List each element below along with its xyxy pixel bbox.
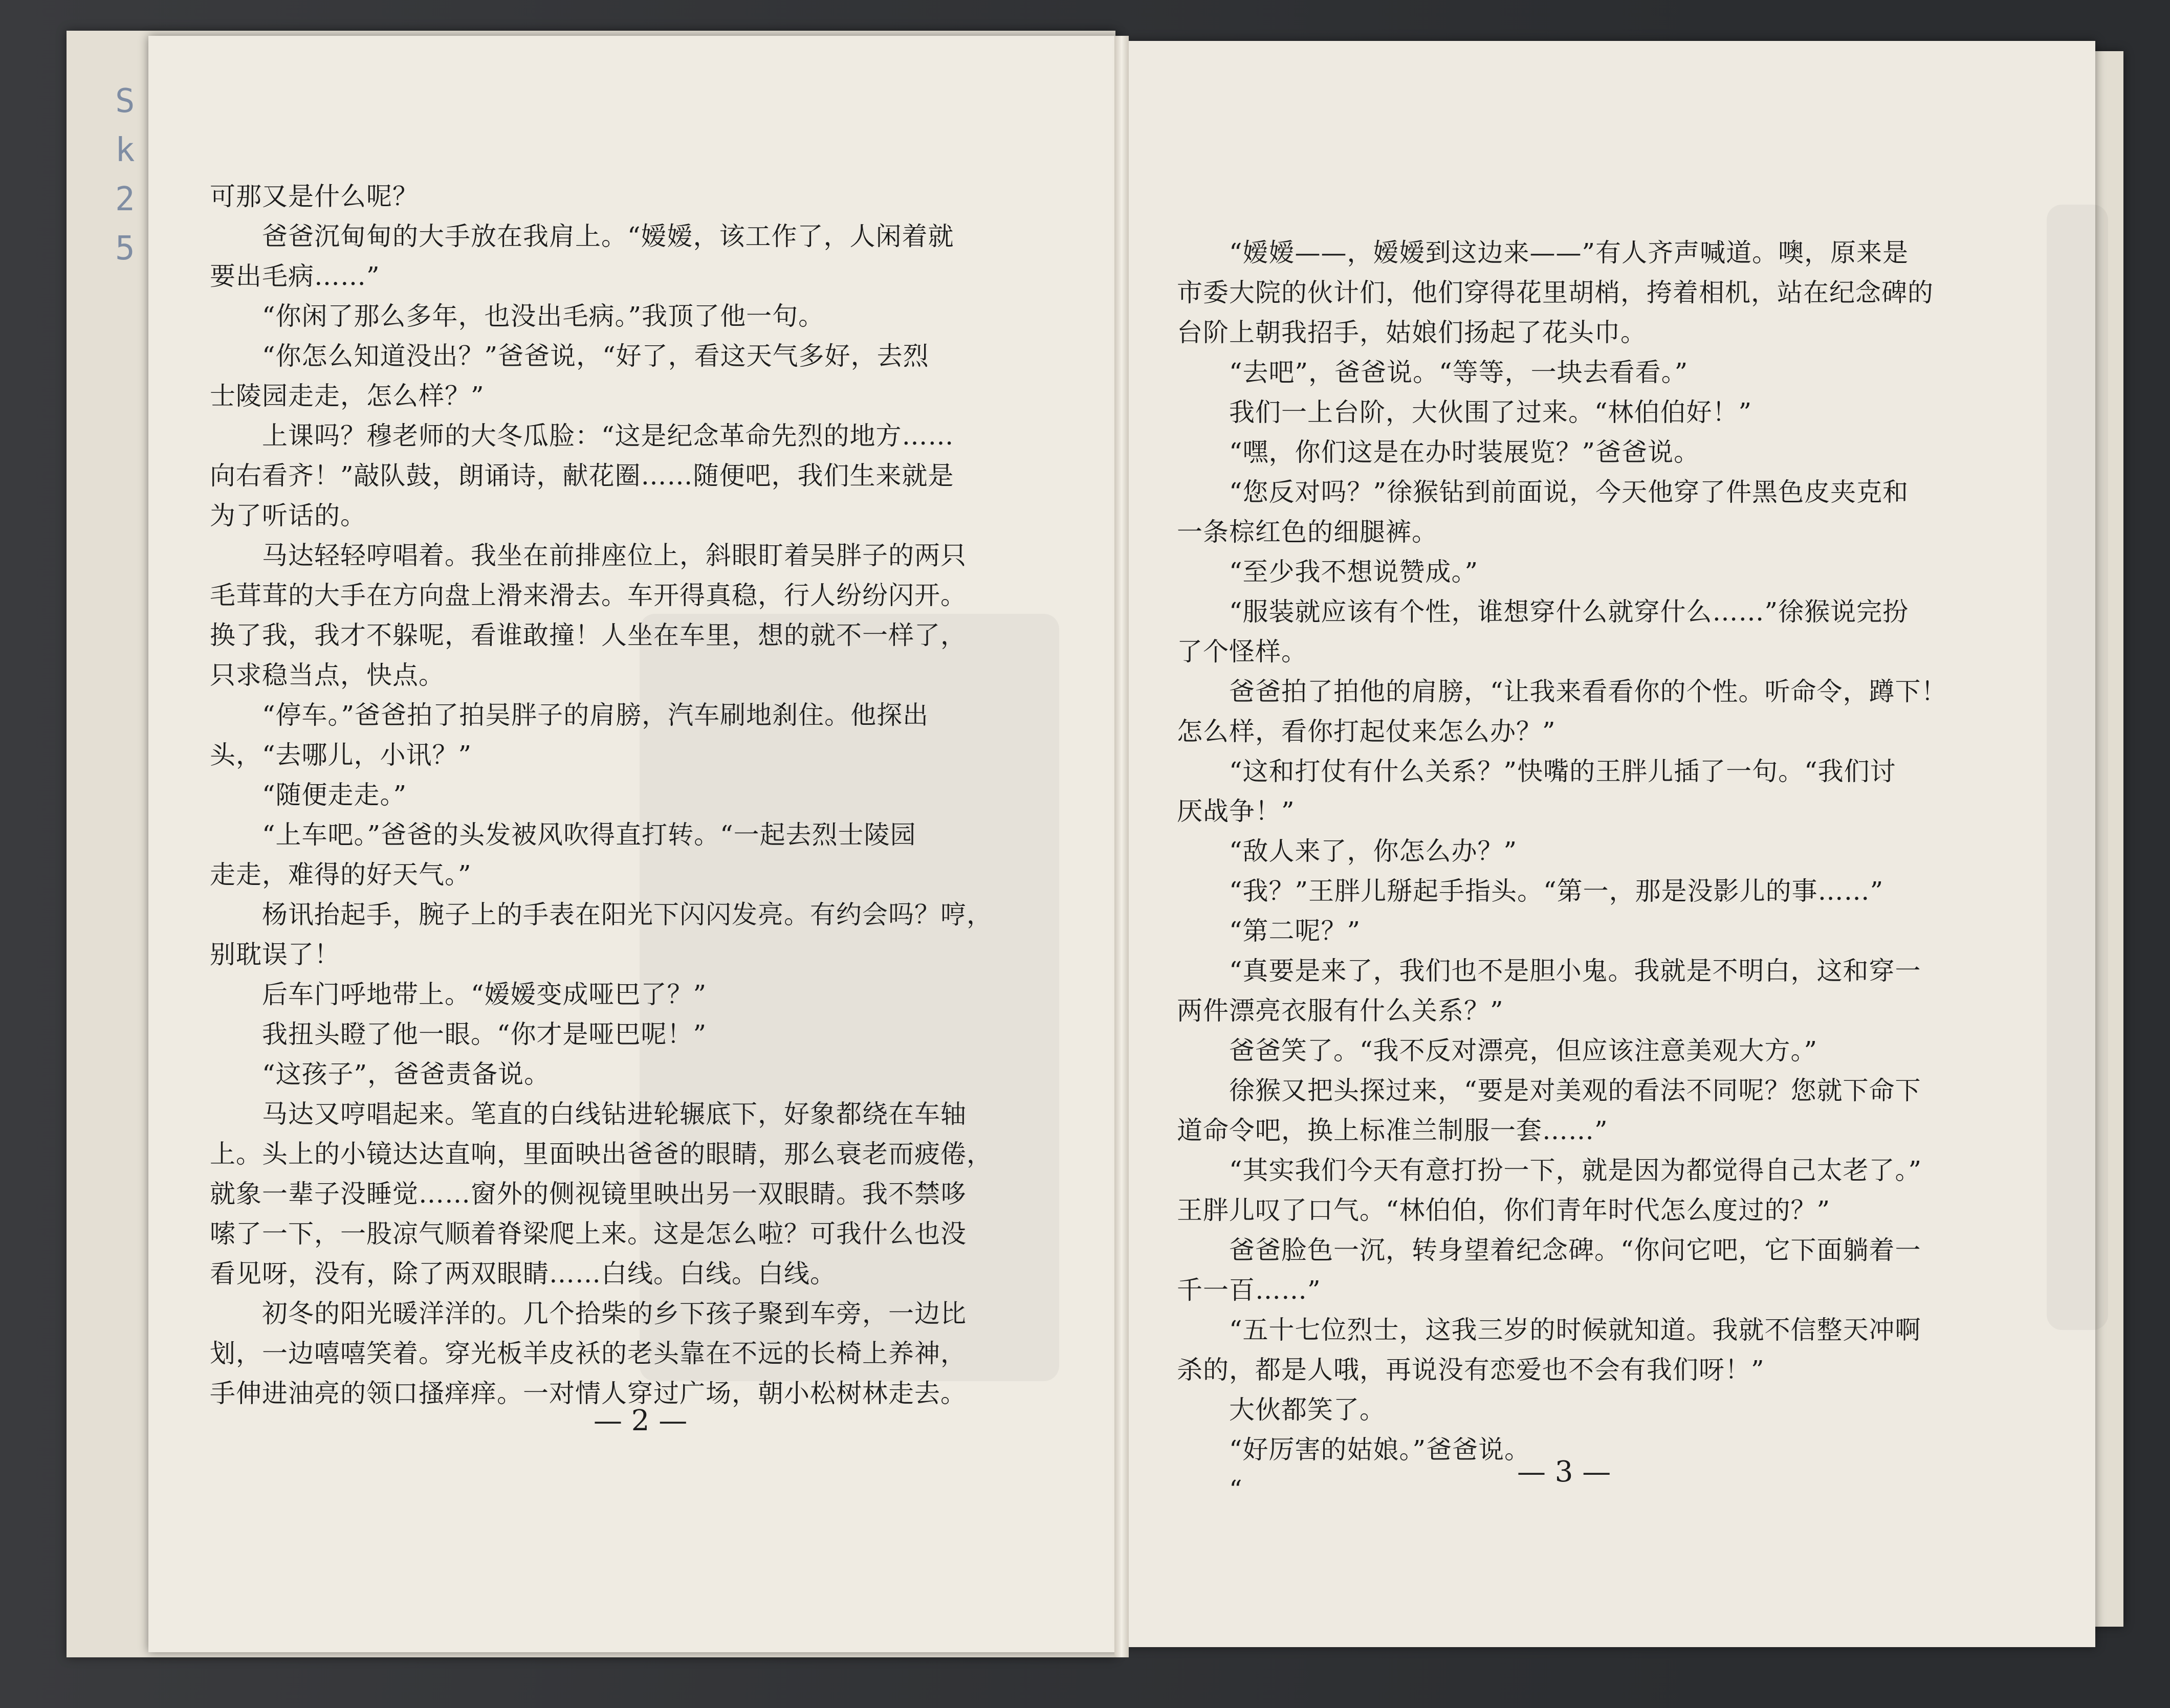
text-line: 看见呀，没有，除了两双眼睛……白线。白线。白线。 <box>210 1259 836 1289</box>
text-line: 我们一上台阶，大伙围了过来。“林伯伯好！” <box>1177 397 1752 427</box>
text-line: “上车吧。”爸爸的头发被风吹得直打转。“一起去烈士陵园 <box>210 820 916 850</box>
text-line: 两件漂亮衣服有什么关系？” <box>1177 996 1504 1026</box>
text-line: “敌人来了，你怎么办？” <box>1177 836 1518 866</box>
text-line: 爸爸笑了。“我不反对漂亮，但应该注意美观大方。” <box>1177 1036 1818 1066</box>
margin-handwriting: Sk25 <box>115 82 135 268</box>
left-page-text <box>210 176 1059 1413</box>
text-line: 嗦了一下，一股凉气顺着脊梁爬上来。这是怎么啦？可我什么也没 <box>210 1219 967 1249</box>
text-line: “嘿，你们这是在办时装展览？”爸爸说。 <box>1177 437 1700 467</box>
text-line: “服装就应该有个性，谁想穿什么就穿什么……”徐猴说完扮 <box>1177 597 1909 627</box>
text-line: 厌战争！” <box>1177 796 1295 826</box>
text-line: 初冬的阳光暖洋洋的。几个拾柴的乡下孩子聚到车旁，一边比 <box>210 1299 967 1328</box>
text-line: 道命令吧，换上标准兰制服一套……” <box>1177 1116 1608 1145</box>
book-gutter <box>1114 36 1129 1657</box>
text-line: 换了我，我才不躲呢，看谁敢撞！人坐在车里，想的就不一样了， <box>210 620 967 650</box>
text-line: “停车。”爸爸拍了拍吴胖子的肩膀，汽车刷地刹住。他探出 <box>210 700 929 730</box>
text-line: 爸爸脸色一沉，转身望着纪念碑。“你问它吧，它下面躺着一 <box>1177 1235 1921 1265</box>
text-line: “其实我们今天有意打扮一下，就是因为都觉得自己太老了。” <box>1177 1156 1922 1185</box>
text-line: 马达轻轻哼唱着。我坐在前排座位上，斜眼盯着吴胖子的两只 <box>210 541 967 570</box>
text-line: 王胖儿叹了口气。“林伯伯，你们青年时代怎么度过的？” <box>1177 1195 1831 1225</box>
text-line: 市委大院的伙计们，他们穿得花里胡梢，挎着相机，站在纪念碑的 <box>1177 278 1934 307</box>
text-line: “这孩子”，爸爸责备说。 <box>210 1059 551 1089</box>
right-page-text <box>1177 233 1985 1510</box>
text-line: “您反对吗？”徐猴钻到前面说，今天他穿了件黑色皮夹克和 <box>1177 477 1909 507</box>
text-line: 可那又是什么呢？ <box>210 182 419 211</box>
text-line: 手伸进油亮的领口搔痒痒。一对情人穿过广场，朝小松树林走去。 <box>210 1379 967 1408</box>
text-line: 为了听话的。 <box>210 501 366 530</box>
text-line: 别耽误了！ <box>210 940 340 969</box>
left-page-number: — 2 — <box>594 1404 688 1437</box>
text-line: “第二呢？” <box>1177 916 1361 946</box>
text-line: “五十七位烈士，这我三岁的时候就知道。我就不信整天冲啊 <box>1177 1315 1921 1345</box>
text-line: “我？”王胖儿掰起手指头。“第一，那是没影儿的事……” <box>1177 876 1884 906</box>
text-line: “随便走走。” <box>210 780 407 810</box>
text-line: 毛茸茸的大手在方向盘上滑来滑去。车开得真稳，行人纷纷闪开。 <box>210 581 967 610</box>
text-line: 上课吗？穆老师的大冬瓜脸：“这是纪念革命先烈的地方…… <box>210 421 954 451</box>
text-line: “嫒嫒——，嫒嫒到这边来——”有人齐声喊道。噢，原来是 <box>1177 238 1909 268</box>
right-page-number: — 3 — <box>1517 1455 1611 1489</box>
text-line: “你闲了那么多年，也没出毛病。”我顶了他一句。 <box>210 301 825 331</box>
text-line: 上。头上的小镜达达直响，里面映出爸爸的眼睛，那么衰老而疲倦， <box>210 1139 993 1169</box>
text-line: “去吧”，爸爸说。“等等，一块去看看。” <box>1177 358 1689 387</box>
text-line: 走走，难得的好天气。” <box>210 860 472 890</box>
text-line: 徐猴又把头探过来，“要是对美观的看法不同呢？您就下命下 <box>1177 1076 1921 1105</box>
text-line: 就象一辈子没睡觉……窗外的侧视镜里映出另一双眼睛。我不禁哆 <box>210 1179 967 1209</box>
text-line: 杀的，都是人哦，再说没有恋爱也不会有我们呀！” <box>1177 1355 1765 1385</box>
text-line: 划，一边嘻嘻笑着。穿光板羊皮袄的老头靠在不远的长椅上养神， <box>210 1339 967 1368</box>
text-line: 台阶上朝我招手，姑娘们扬起了花头巾。 <box>1177 318 1647 347</box>
text-line: 士陵园走走，怎么样？” <box>210 381 485 411</box>
text-line: 头，“去哪儿，小讯？” <box>210 740 472 770</box>
text-line: 杨讯抬起手，腕子上的手表在阳光下闪闪发亮。有约会吗？哼， <box>210 900 993 929</box>
text-line: 后车门呼地带上。“嫒嫒变成哑巴了？” <box>210 980 707 1009</box>
text-line: “这和打仗有什么关系？”快嘴的王胖儿插了一句。“我们讨 <box>1177 757 1896 786</box>
text-line: 只求稳当点，快点。 <box>210 660 445 690</box>
text-line: “ <box>1177 1475 1243 1504</box>
text-line: 大伙都笑了。 <box>1177 1395 1386 1425</box>
text-line: 一条棕红色的细腿裤。 <box>1177 517 1438 547</box>
text-line: “至少我不想说赞成。” <box>1177 557 1479 587</box>
text-line: 向右看齐！”敲队鼓，朗诵诗，献花圈……随便吧，我们生来就是 <box>210 461 954 491</box>
text-line: 我扭头瞪了他一眼。“你才是哑巴呢！” <box>210 1019 707 1049</box>
text-line: “你怎么知道没出？”爸爸说，“好了，看这天气多好，去烈 <box>210 341 929 371</box>
text-line: 马达又哼唱起来。笔直的白线钻进轮辗底下，好象都绕在车轴 <box>210 1099 967 1129</box>
text-line: “真要是来了，我们也不是胆小鬼。我就是不明白，这和穿一 <box>1177 956 1921 986</box>
text-line: 千一百……” <box>1177 1275 1321 1305</box>
text-line: 怎么样，看你打起仗来怎么办？” <box>1177 717 1556 746</box>
text-line: 爸爸沉甸甸的大手放在我肩上。“嫒嫒，该工作了，人闲着就 <box>210 221 954 251</box>
text-line: 要出毛病……” <box>210 261 380 291</box>
ink-bleed-right <box>2047 205 2108 1330</box>
text-line: 爸爸拍了拍他的肩膀，“让我来看看你的个性。听命令，蹲下！ <box>1177 677 1947 706</box>
text-line: 了个怪样。 <box>1177 637 1307 667</box>
text-line: “好厉害的姑娘。”爸爸说。 <box>1177 1435 1531 1465</box>
